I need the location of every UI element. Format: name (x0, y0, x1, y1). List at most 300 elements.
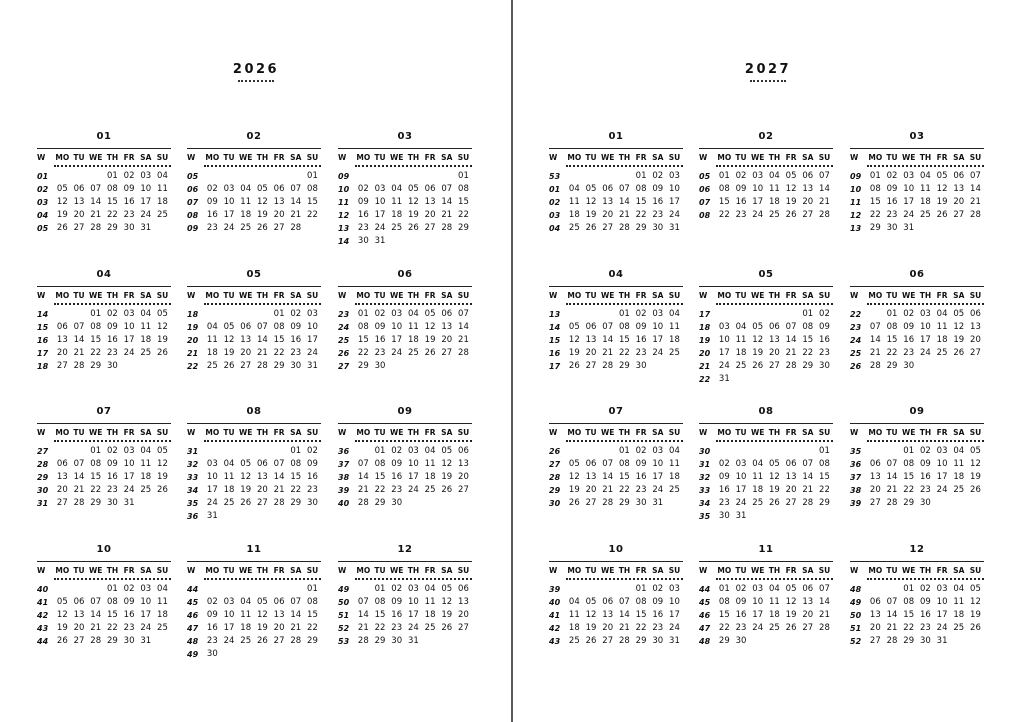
day-cell: 02 (635, 309, 647, 319)
day-cell: 08 (290, 459, 302, 469)
day-cell: 09 (290, 322, 302, 332)
weekday-header (37, 426, 171, 439)
week-column-header: W (850, 291, 859, 300)
month-calendar (338, 405, 472, 510)
weekday-label: SU (306, 566, 319, 575)
day-cell (422, 170, 439, 183)
week-number: 45 (699, 598, 711, 607)
weekday-label: SU (668, 153, 681, 162)
month-name: 06 (909, 269, 925, 280)
month-name: 12 (397, 544, 413, 555)
weekday-label: SU (156, 291, 169, 300)
day-cell: 14 (73, 472, 85, 482)
day-cell: 12 (568, 335, 580, 345)
day-cell: 30 (391, 498, 403, 508)
week-number: 03 (37, 198, 49, 207)
day-cell: 02 (374, 309, 386, 319)
week-column-header: W (850, 566, 859, 575)
day-cell: 31 (652, 498, 664, 508)
week-row (699, 360, 833, 373)
day-cell: 01 (903, 446, 915, 456)
day-cell: 17 (752, 610, 764, 620)
day-cell: 31 (735, 511, 747, 521)
day-cell: 02 (718, 459, 730, 469)
day-cell: 10 (735, 472, 747, 482)
weekday-label: TU (223, 153, 235, 162)
week-column-header: W (187, 291, 196, 300)
month-calendar (699, 268, 833, 386)
day-cell: 28 (290, 223, 302, 233)
day-cell: 20 (869, 623, 881, 633)
week-row (338, 360, 472, 373)
week-row (699, 334, 833, 347)
month-calendar (187, 405, 321, 523)
weekday-label: TH (106, 153, 119, 162)
week-row (699, 596, 833, 609)
day-cell: 16 (635, 335, 647, 345)
header-dotted-rule (867, 440, 984, 442)
month-name: 01 (96, 131, 112, 142)
week-number: 39 (338, 486, 350, 495)
day-cell: 05 (256, 184, 268, 194)
day-cell: 27 (240, 361, 252, 371)
day-cell: 27 (585, 361, 597, 371)
day-cell: 05 (157, 446, 168, 456)
day-cell: 22 (869, 210, 881, 220)
day-cell: 29 (374, 636, 386, 646)
weekday-header (37, 289, 171, 302)
day-cell: 09 (735, 184, 747, 194)
day-cell: 01 (90, 446, 102, 456)
weekday-label: WE (390, 291, 404, 300)
weekday-label: SU (818, 291, 831, 300)
day-cell (422, 635, 439, 648)
weekday-label: FR (123, 153, 135, 162)
week-number: 53 (338, 637, 350, 646)
weekday-label: MO (567, 153, 582, 162)
weekday-label: SU (457, 428, 470, 437)
day-cell: 19 (441, 610, 453, 620)
day-cell: 05 (223, 322, 235, 332)
day-cell: 15 (869, 197, 881, 207)
day-cell: 16 (886, 197, 898, 207)
day-cell: 29 (458, 223, 469, 233)
month-name: 08 (758, 406, 774, 417)
day-cell: 09 (886, 184, 898, 194)
weekday-label: SU (457, 566, 470, 575)
weekday-label: TU (585, 153, 597, 162)
week-row (37, 471, 171, 484)
day-cell: 20 (458, 610, 469, 620)
day-cell: 27 (869, 498, 881, 508)
day-cell: 22 (618, 348, 630, 358)
week-row (338, 308, 472, 321)
week-row (699, 445, 833, 458)
month-name: 01 (608, 131, 624, 142)
week-row (187, 622, 321, 635)
week-number: 11 (338, 198, 350, 207)
day-cell: 10 (223, 197, 235, 207)
weekday-label: TH (768, 291, 781, 300)
day-cell (54, 445, 71, 458)
day-cell: 21 (869, 348, 881, 358)
day-cell (583, 583, 600, 596)
week-number: 41 (549, 611, 561, 620)
week-row (549, 609, 683, 622)
week-row (850, 308, 984, 321)
day-cell (271, 170, 288, 183)
weekday-label: TH (106, 566, 119, 575)
weekday-label: SU (306, 428, 319, 437)
day-cell: 18 (669, 472, 680, 482)
day-cell (950, 635, 967, 648)
day-cell: 06 (56, 322, 68, 332)
week-row (850, 635, 984, 648)
weekday-label: FR (273, 566, 285, 575)
day-cell: 23 (357, 223, 369, 233)
day-cell: 17 (123, 472, 135, 482)
day-cell: 10 (752, 184, 764, 194)
day-cell: 17 (652, 335, 664, 345)
day-cell: 25 (568, 636, 580, 646)
day-cell: 16 (903, 335, 915, 345)
week-number: 07 (699, 198, 711, 207)
week-row (338, 622, 472, 635)
day-cell: 25 (735, 361, 747, 371)
day-cell: 19 (157, 472, 168, 482)
day-cell: 28 (802, 498, 814, 508)
day-cell: 22 (374, 485, 386, 495)
day-cell: 19 (240, 485, 252, 495)
week-number: 08 (699, 211, 711, 220)
day-cell: 02 (206, 597, 218, 607)
weekday-label: TH (768, 428, 781, 437)
day-cell: 02 (919, 446, 931, 456)
week-row (850, 209, 984, 222)
day-cell: 05 (441, 584, 453, 594)
day-cell (237, 170, 254, 183)
day-cell: 07 (602, 459, 614, 469)
week-column-header: W (37, 291, 46, 300)
day-cell: 22 (357, 348, 369, 358)
day-cell: 04 (424, 446, 436, 456)
month-calendar (699, 543, 833, 648)
day-cell: 24 (223, 636, 235, 646)
week-row (850, 484, 984, 497)
week-column-header: W (549, 566, 558, 575)
day-cell (649, 360, 666, 373)
month-name: 10 (608, 544, 624, 555)
weekday-label: MO (868, 566, 883, 575)
day-cell: 03 (652, 309, 664, 319)
day-cell: 07 (441, 184, 453, 194)
day-cell: 19 (223, 348, 235, 358)
week-number: 02 (549, 198, 561, 207)
day-cell: 31 (307, 361, 318, 371)
header-dotted-rule (716, 165, 833, 167)
day-cell: 25 (669, 348, 680, 358)
week-column-header: W (549, 428, 558, 437)
day-cell: 21 (256, 348, 268, 358)
day-cell: 08 (307, 184, 318, 194)
weekday-label: MO (55, 566, 70, 575)
day-cell: 03 (936, 446, 948, 456)
day-cell (733, 308, 750, 321)
day-cell (137, 360, 154, 373)
day-cell: 15 (903, 610, 915, 620)
day-cell: 26 (785, 210, 797, 220)
weekday-label: TH (407, 566, 420, 575)
weekday-label: MO (567, 428, 582, 437)
day-cell (405, 170, 422, 183)
day-cell: 25 (157, 210, 168, 220)
week-row (338, 583, 472, 596)
day-cell: 04 (953, 446, 965, 456)
month-rule (699, 286, 833, 287)
day-cell: 04 (157, 171, 168, 181)
day-cell: 16 (735, 197, 747, 207)
month-rule (187, 286, 321, 287)
weekday-label: TU (223, 566, 235, 575)
week-row (850, 321, 984, 334)
day-cell: 15 (903, 472, 915, 482)
day-cell (271, 510, 288, 523)
week-row (187, 321, 321, 334)
day-cell: 07 (819, 584, 830, 594)
weekday-label: TH (618, 153, 631, 162)
week-number: 19 (699, 336, 711, 345)
day-cell (422, 360, 439, 373)
day-cell: 31 (936, 636, 948, 646)
day-cell (271, 445, 288, 458)
week-column-header: W (549, 153, 558, 162)
week-row (338, 170, 472, 183)
weekday-label: FR (273, 291, 285, 300)
week-number: 49 (187, 650, 199, 659)
header-dotted-rule (566, 440, 683, 442)
day-cell: 21 (886, 485, 898, 495)
day-cell: 22 (635, 210, 647, 220)
day-cell: 12 (752, 335, 764, 345)
day-cell: 05 (953, 309, 965, 319)
day-cell: 01 (635, 171, 647, 181)
day-cell: 08 (90, 459, 102, 469)
day-cell (388, 170, 405, 183)
month-calendar (549, 130, 683, 235)
week-number: 37 (338, 460, 350, 469)
month-calendar (549, 405, 683, 510)
day-cell (816, 373, 833, 386)
week-number: 18 (699, 323, 711, 332)
day-cell: 04 (424, 584, 436, 594)
week-number: 01 (549, 185, 561, 194)
day-cell (799, 445, 816, 458)
day-cell: 17 (307, 335, 318, 345)
week-column-header: W (37, 428, 46, 437)
week-column-header: W (549, 291, 558, 300)
day-cell: 29 (886, 361, 898, 371)
day-cell: 19 (56, 210, 68, 220)
weekday-label: WE (751, 153, 765, 162)
day-cell: 17 (652, 472, 664, 482)
month-name: 08 (246, 406, 262, 417)
week-number: 01 (37, 172, 49, 181)
week-row (187, 196, 321, 209)
weekday-header (699, 426, 833, 439)
week-column-header: W (699, 428, 708, 437)
month-rule (850, 561, 984, 562)
day-cell: 25 (424, 623, 436, 633)
day-cell: 13 (56, 335, 68, 345)
day-cell: 26 (157, 485, 168, 495)
week-row (549, 209, 683, 222)
week-number: 52 (850, 637, 862, 646)
day-cell: 28 (602, 361, 614, 371)
day-cell: 11 (223, 472, 235, 482)
week-number: 05 (699, 172, 711, 181)
weekday-label: WE (902, 153, 916, 162)
weekday-label: SU (668, 566, 681, 575)
header-dotted-rule (867, 165, 984, 167)
day-cell (388, 360, 405, 373)
day-cell: 09 (635, 459, 647, 469)
week-column-header: W (338, 428, 347, 437)
day-cell: 16 (290, 335, 302, 345)
day-cell: 26 (752, 361, 764, 371)
day-cell: 05 (568, 322, 580, 332)
weekday-label: WE (239, 428, 253, 437)
week-row (37, 360, 171, 373)
day-cell: 29 (106, 223, 118, 233)
day-cell: 31 (718, 374, 730, 384)
month-rule (549, 423, 683, 424)
day-cell: 22 (886, 348, 898, 358)
day-cell: 18 (157, 197, 168, 207)
day-cell: 01 (618, 446, 630, 456)
weekday-label: TU (886, 566, 898, 575)
weekday-label: SU (306, 153, 319, 162)
weekday-label: FR (123, 291, 135, 300)
day-cell: 21 (970, 197, 981, 207)
day-cell: 02 (123, 171, 135, 181)
day-cell: 05 (240, 459, 252, 469)
week-row (549, 222, 683, 235)
day-cell: 24 (407, 623, 419, 633)
day-cell (599, 583, 616, 596)
day-cell: 03 (936, 584, 948, 594)
day-cell: 01 (106, 171, 118, 181)
week-row (699, 196, 833, 209)
day-cell (438, 235, 455, 248)
day-cell: 28 (90, 223, 102, 233)
day-cell: 27 (970, 348, 981, 358)
weekday-label: MO (205, 153, 220, 162)
day-cell (221, 510, 238, 523)
day-cell: 20 (585, 485, 597, 495)
week-row (850, 360, 984, 373)
day-cell: 20 (73, 210, 85, 220)
day-cell: 18 (223, 485, 235, 495)
day-cell: 15 (357, 335, 369, 345)
day-cell: 11 (568, 610, 580, 620)
day-cell: 24 (223, 223, 235, 233)
day-cell: 29 (90, 361, 102, 371)
week-row (37, 170, 171, 183)
day-cell (71, 583, 88, 596)
day-cell: 18 (568, 623, 580, 633)
day-cell (917, 222, 934, 235)
weekday-label: TU (223, 291, 235, 300)
day-cell: 31 (123, 498, 135, 508)
day-cell: 15 (618, 335, 630, 345)
day-cell: 10 (652, 322, 664, 332)
week-number: 17 (37, 349, 49, 358)
day-cell: 08 (635, 597, 647, 607)
day-cell: 19 (752, 348, 764, 358)
day-cell: 18 (752, 485, 764, 495)
day-cell: 29 (819, 498, 830, 508)
day-cell: 30 (290, 361, 302, 371)
day-cell: 29 (290, 498, 302, 508)
day-cell: 14 (618, 610, 630, 620)
day-cell: 03 (652, 446, 664, 456)
week-row (37, 308, 171, 321)
weekday-label: FR (123, 428, 135, 437)
day-cell: 21 (90, 210, 102, 220)
header-dotted-rule (204, 578, 321, 580)
header-dotted-rule (867, 578, 984, 580)
day-cell: 20 (802, 197, 814, 207)
day-cell: 28 (357, 498, 369, 508)
month-rule (37, 148, 171, 149)
week-row (699, 373, 833, 386)
week-number: 12 (850, 211, 862, 220)
day-cell: 17 (718, 348, 730, 358)
day-cell (221, 583, 238, 596)
day-cell: 31 (903, 223, 915, 233)
day-cell (455, 497, 472, 510)
day-cell: 24 (903, 210, 915, 220)
day-cell: 19 (585, 623, 597, 633)
day-cell (783, 510, 800, 523)
day-cell: 23 (391, 623, 403, 633)
day-cell: 10 (936, 597, 948, 607)
day-cell: 11 (240, 197, 252, 207)
week-row (850, 347, 984, 360)
weekday-label: WE (390, 428, 404, 437)
day-cell: 04 (157, 584, 168, 594)
week-number: 17 (699, 310, 711, 319)
day-cell: 05 (785, 171, 797, 181)
day-cell: 19 (157, 335, 168, 345)
weekday-label: MO (717, 153, 732, 162)
week-row (338, 209, 472, 222)
day-cell: 05 (970, 584, 981, 594)
day-cell: 05 (256, 597, 268, 607)
day-cell: 25 (206, 361, 218, 371)
weekday-header (338, 289, 472, 302)
day-cell: 06 (602, 597, 614, 607)
week-row (187, 360, 321, 373)
day-cell: 07 (256, 322, 268, 332)
day-cell: 16 (106, 472, 118, 482)
month-calendar (850, 268, 984, 373)
weekday-label: SA (290, 291, 302, 300)
day-cell (405, 360, 422, 373)
day-cell (137, 497, 154, 510)
day-cell: 30 (919, 498, 931, 508)
day-cell: 06 (602, 184, 614, 194)
